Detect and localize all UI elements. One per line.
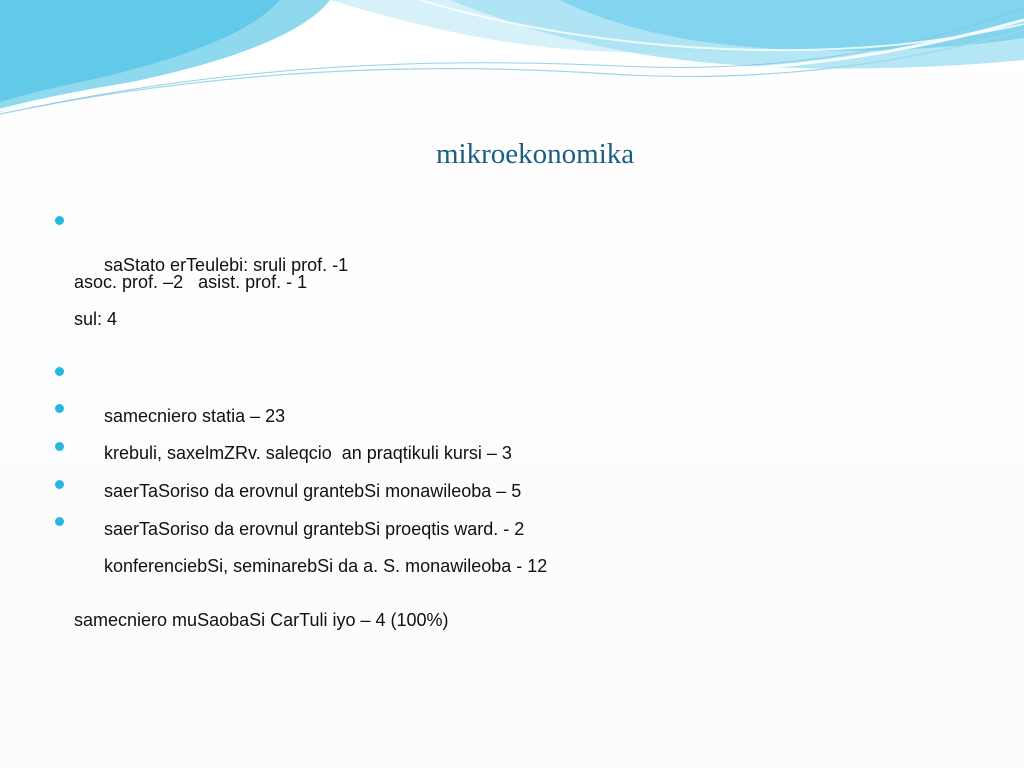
- bullet-icon: [55, 367, 64, 376]
- bullet-icon: [55, 517, 64, 526]
- list-item-text: saStato erTeulebi: sruli prof. -1: [104, 255, 349, 275]
- bullet-icon: [55, 216, 64, 225]
- text-line-content: asoc. prof. –2 asist. prof. - 1: [74, 272, 308, 292]
- bullet-icon: [55, 404, 64, 413]
- list-item-text: krebuli, saxelmZRv. saleqcio an praqtikuli kursi – 3: [104, 443, 512, 463]
- text-line-content: samecniero muSaobaSi CarTuli iyo – 4 (100%): [74, 610, 449, 630]
- decorative-wave-banner: [0, 0, 1024, 130]
- bullet-icon: [55, 442, 64, 451]
- list-item-text: samecniero statia – 23: [104, 406, 286, 426]
- text-line: [54, 587, 449, 653]
- slide-title: mikroekonomika: [436, 138, 635, 170]
- list-item: [84, 511, 547, 599]
- bullet-icon: [55, 480, 64, 489]
- list-item-text: saerTaSoriso da erovnul grantebSi monawileoba – 5: [104, 481, 522, 501]
- list-item-text: konferenciebSi, seminarebSi da a. S. monawileoba - 12: [104, 556, 548, 576]
- list-item-text: saerTaSoriso da erovnul grantebSi proeqtis ward. - 2: [104, 519, 525, 539]
- text-line-content: sul: 4: [74, 309, 118, 329]
- text-line: [54, 286, 117, 352]
